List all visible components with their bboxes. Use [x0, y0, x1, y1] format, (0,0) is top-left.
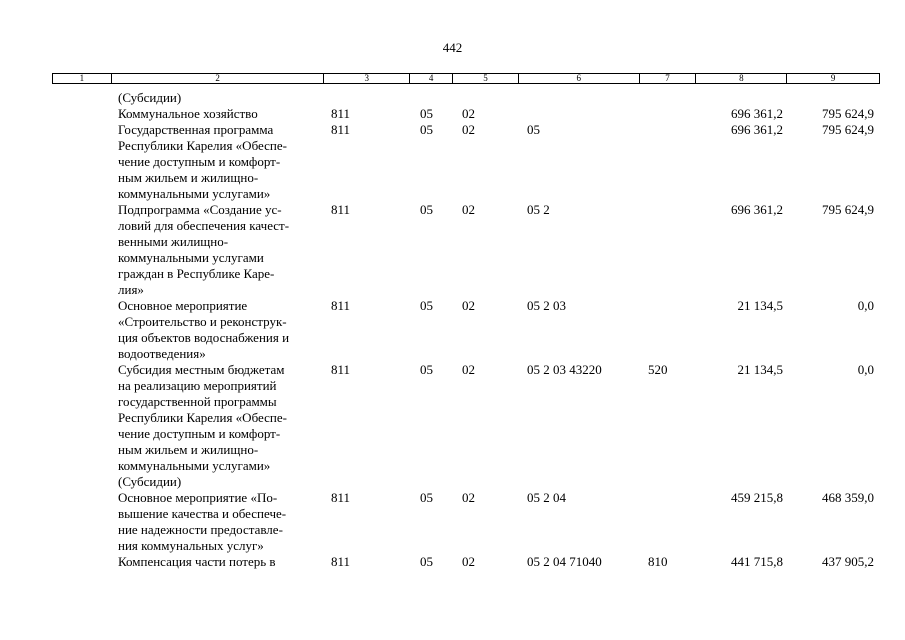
row-c6: 05 2 04 71040: [527, 554, 602, 569]
row-c9: 795 624,9: [822, 202, 874, 217]
row-name-line: (Субсидии): [118, 474, 182, 489]
row-name-line: Компенсация части потерь в: [118, 554, 276, 569]
header-cell-4: 4: [410, 74, 453, 83]
row-name-line: чение доступным и комфорт-: [118, 154, 281, 169]
row-name-line: вышение качества и обеспече-: [118, 506, 287, 521]
row-c3: 811: [331, 554, 351, 569]
row-c6: 05 2 03 43220: [527, 362, 602, 377]
row-c6: 05 2: [527, 202, 550, 217]
table-row: [0, 490, 905, 554]
row-name-line: ния коммунальных услуг»: [118, 538, 264, 553]
row-name-line: чение доступным и комфорт-: [118, 426, 281, 441]
row-name-line: лия»: [118, 282, 144, 297]
row-c3: 811: [331, 202, 351, 217]
row-c9: 795 624,9: [822, 106, 874, 121]
table-row: [0, 202, 905, 298]
row-name-line: (Субсидии): [118, 90, 182, 105]
row-c6: 05 2 04: [527, 490, 566, 505]
row-name-line: Республики Карелия «Обеспе-: [118, 410, 287, 425]
row-name: [118, 106, 328, 122]
row-c8: 21 134,5: [737, 298, 783, 313]
row-name-line: венными жилищно-: [118, 234, 229, 249]
row-c8: 696 361,2: [731, 202, 783, 217]
header-cell-7: 7: [640, 74, 697, 83]
table-row: [0, 554, 905, 570]
row-name: [118, 554, 328, 570]
row-c4: 05: [420, 202, 433, 217]
row-name-line: Основное мероприятие «По-: [118, 490, 278, 505]
table-body: [0, 90, 905, 570]
row-c7: 520: [648, 362, 668, 377]
row-name-line: Подпрограмма «Создание ус-: [118, 202, 282, 217]
row-name: [118, 122, 328, 202]
row-name: [118, 202, 328, 298]
row-name-line: ным жильем и жилищно-: [118, 442, 259, 457]
row-c8: 696 361,2: [731, 122, 783, 137]
row-name: [118, 490, 328, 554]
row-name: [118, 298, 328, 362]
row-c9: 0,0: [857, 362, 874, 377]
row-c5: 02: [462, 490, 475, 505]
table-header-row: [52, 73, 880, 84]
row-name-line: ловий для обеспечения качест-: [118, 218, 290, 233]
row-c4: 05: [420, 362, 433, 377]
row-c5: 02: [462, 106, 475, 121]
row-name-line: ция объектов водоснабжения и: [118, 330, 290, 345]
row-c9: 437 905,2: [822, 554, 874, 569]
header-cell-5: 5: [453, 74, 519, 83]
row-c5: 02: [462, 202, 475, 217]
row-c5: 02: [462, 298, 475, 313]
header-cell-1: 1: [53, 74, 112, 83]
row-c8: 21 134,5: [737, 362, 783, 377]
table-row: [0, 298, 905, 362]
row-c4: 05: [420, 122, 433, 137]
row-c8: 459 215,8: [731, 490, 783, 505]
row-name-line: ние надежности предоставле-: [118, 522, 283, 537]
row-c3: 811: [331, 490, 351, 505]
row-name-line: коммунальными услугами»: [118, 186, 271, 201]
row-name-line: ным жильем и жилищно-: [118, 170, 259, 185]
row-c9: 468 359,0: [822, 490, 874, 505]
row-c6: 05 2 03: [527, 298, 566, 313]
row-c5: 02: [462, 122, 475, 137]
header-cell-8: 8: [696, 74, 787, 83]
table-row: [0, 106, 905, 122]
row-c9: 0,0: [857, 298, 874, 313]
header-cell-3: 3: [324, 74, 410, 83]
row-name-line: Республики Карелия «Обеспе-: [118, 138, 287, 153]
row-name-line: на реализацию мероприятий: [118, 378, 277, 393]
row-c8: 696 361,2: [731, 106, 783, 121]
row-c8: 441 715,8: [731, 554, 783, 569]
row-c7: 810: [648, 554, 668, 569]
row-c6: 05: [527, 122, 540, 137]
header-cell-2: 2: [112, 74, 324, 83]
row-c3: 811: [331, 298, 351, 313]
row-c5: 02: [462, 554, 475, 569]
table-row: [0, 90, 905, 106]
row-name-line: Коммунальное хозяйство: [118, 106, 258, 121]
row-name-line: коммунальными услугами»: [118, 458, 271, 473]
row-name: [118, 90, 328, 106]
row-name-line: водоотведения»: [118, 346, 206, 361]
row-name-line: «Строительство и реконструк-: [118, 314, 287, 329]
row-name-line: государственной программы: [118, 394, 277, 409]
row-name-line: коммунальными услугами: [118, 250, 264, 265]
row-c9: 795 624,9: [822, 122, 874, 137]
row-name-line: Субсидия местным бюджетам: [118, 362, 285, 377]
table-row: [0, 362, 905, 490]
page-number: 442: [442, 40, 463, 55]
row-c3: 811: [331, 362, 351, 377]
row-c4: 05: [420, 106, 433, 121]
row-c4: 05: [420, 490, 433, 505]
row-name-line: Основное мероприятие: [118, 298, 248, 313]
header-cell-6: 6: [519, 74, 640, 83]
row-c4: 05: [420, 298, 433, 313]
row-c5: 02: [462, 362, 475, 377]
row-c3: 811: [331, 106, 351, 121]
row-name: [118, 362, 328, 490]
table-row: [0, 122, 905, 202]
row-c4: 05: [420, 554, 433, 569]
header-cell-9: 9: [830, 73, 836, 83]
row-c3: 811: [331, 122, 351, 137]
row-name-line: Государственная программа: [118, 122, 274, 137]
row-name-line: граждан в Республике Каре-: [118, 266, 275, 281]
